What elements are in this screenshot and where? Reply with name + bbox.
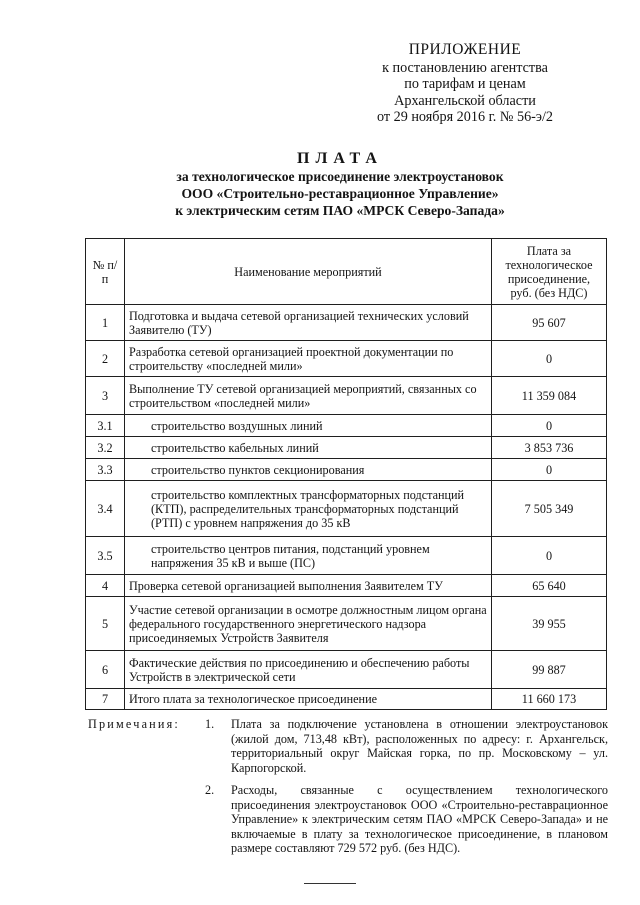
row-num: 4 xyxy=(86,575,125,597)
appendix-line: от 29 ноября 2016 г. № 56-э/2 xyxy=(376,109,554,125)
row-num: 3.4 xyxy=(86,481,125,537)
row-price: 11 359 084 xyxy=(492,377,607,415)
row-name: строительство кабельных линий xyxy=(125,437,492,459)
header-num: № п/п xyxy=(86,239,125,305)
row-name: Подготовка и выдача сетевой организацией технических условий Заявителю (ТУ) xyxy=(125,305,492,341)
row-price: 65 640 xyxy=(492,575,607,597)
row-num: 1 xyxy=(86,305,125,341)
note-item xyxy=(205,717,608,775)
row-price: 99 887 xyxy=(492,651,607,689)
row-name: Проверка сетевой организацией выполнения Заявителем ТУ xyxy=(125,575,492,597)
table-row xyxy=(86,537,607,575)
row-price: 95 607 xyxy=(492,305,607,341)
row-name: строительство воздушных линий xyxy=(125,415,492,437)
note-number: 1. xyxy=(205,717,215,731)
title-line: ООО «Строительно-реставрационное Управление» xyxy=(181,186,499,201)
table-row xyxy=(86,597,607,651)
row-name: строительство пунктов секционирования xyxy=(125,459,492,481)
end-divider xyxy=(304,883,356,884)
row-num: 3 xyxy=(86,377,125,415)
table-row xyxy=(86,415,607,437)
row-price: 0 xyxy=(492,537,607,575)
title-line: за технологическое присоединение электроустановок xyxy=(176,169,504,184)
row-name: строительство комплектных трансформаторных подстанций (КТП), распределительных трансформаторных подстанций (РТП) с уровнем напряжения до 35 кВ xyxy=(125,481,492,537)
table-row xyxy=(86,459,607,481)
table-header-row xyxy=(86,239,607,305)
table-row xyxy=(86,481,607,537)
note-number: 2. xyxy=(205,783,215,797)
row-num: 2 xyxy=(86,341,125,377)
row-price: 7 505 349 xyxy=(492,481,607,537)
row-name: Фактические действия по присоединению и обеспечению работы Устройств в электрической сети xyxy=(125,651,492,689)
table-row xyxy=(86,651,607,689)
row-price: 0 xyxy=(492,415,607,437)
row-num: 5 xyxy=(86,597,125,651)
row-num: 7 xyxy=(86,689,125,710)
row-name: Разработка сетевой организацией проектной документации по строительству «последней мили» xyxy=(125,341,492,377)
row-price: 39 955 xyxy=(492,597,607,651)
table-row xyxy=(86,305,607,341)
fee-table xyxy=(85,238,607,710)
row-num: 3.5 xyxy=(86,537,125,575)
appendix-line: по тарифам и ценам xyxy=(404,76,526,92)
notes-label: Примечания: xyxy=(88,717,181,731)
title-line: к электрическим сетям ПАО «МРСК Северо-Запада» xyxy=(175,203,505,218)
table-row xyxy=(86,689,607,710)
row-num: 3.2 xyxy=(86,437,125,459)
row-num: 3.1 xyxy=(86,415,125,437)
table-row xyxy=(86,437,607,459)
row-price: 0 xyxy=(492,459,607,481)
table-row xyxy=(86,575,607,597)
note-text: Плата за подключение установлена в отношении электроустановок (жилой дом, 713,48 кВт), расположенных по адресу: г. Архангельск, территориальный округ Майская горка, по пр. Московскому – ул. Карпогорской. xyxy=(231,717,608,775)
table-row xyxy=(86,377,607,415)
row-price: 11 660 173 xyxy=(492,689,607,710)
note-item xyxy=(205,783,608,856)
title-main: ПЛАТА xyxy=(297,150,383,167)
document-title xyxy=(60,150,620,219)
row-price: 0 xyxy=(492,341,607,377)
note-text: Расходы, связанные с осуществлением технологического присоединения электроустановок ООО «Строительно-реставрационное Управление» к электрическим сетям ПАО «МРСК Северо-Запада» и не включаемые в плату за технологическое присоединение, в плановом размере составляют 729 572 руб. (без НДС). xyxy=(231,783,608,856)
header-name: Наименование мероприятий xyxy=(125,239,492,305)
appendix-heading: ПРИЛОЖЕНИЕ xyxy=(408,41,522,58)
row-name: строительство центров питания, подстанций уровнем напряжения 35 кВ и выше (ПС) xyxy=(125,537,492,575)
row-price: 3 853 736 xyxy=(492,437,607,459)
row-name: Итого плата за технологическое присоединение xyxy=(125,689,492,710)
row-num: 6 xyxy=(86,651,125,689)
appendix-line: Архангельской области xyxy=(394,92,536,109)
row-name: Выполнение ТУ сетевой организацией мероприятий, связанных со строительством «последней мили» xyxy=(125,377,492,415)
row-name: Участие сетевой организации в осмотре должностным лицом органа федерального государственного энергетического надзора присоединяемых Устройств Заявителя xyxy=(125,597,492,651)
appendix-block xyxy=(340,42,590,126)
header-price: Плата за технологическое присоединение, руб. (без НДС) xyxy=(492,239,607,305)
appendix-line: к постановлению агентства xyxy=(382,59,548,76)
row-num: 3.3 xyxy=(86,459,125,481)
table-row xyxy=(86,341,607,377)
